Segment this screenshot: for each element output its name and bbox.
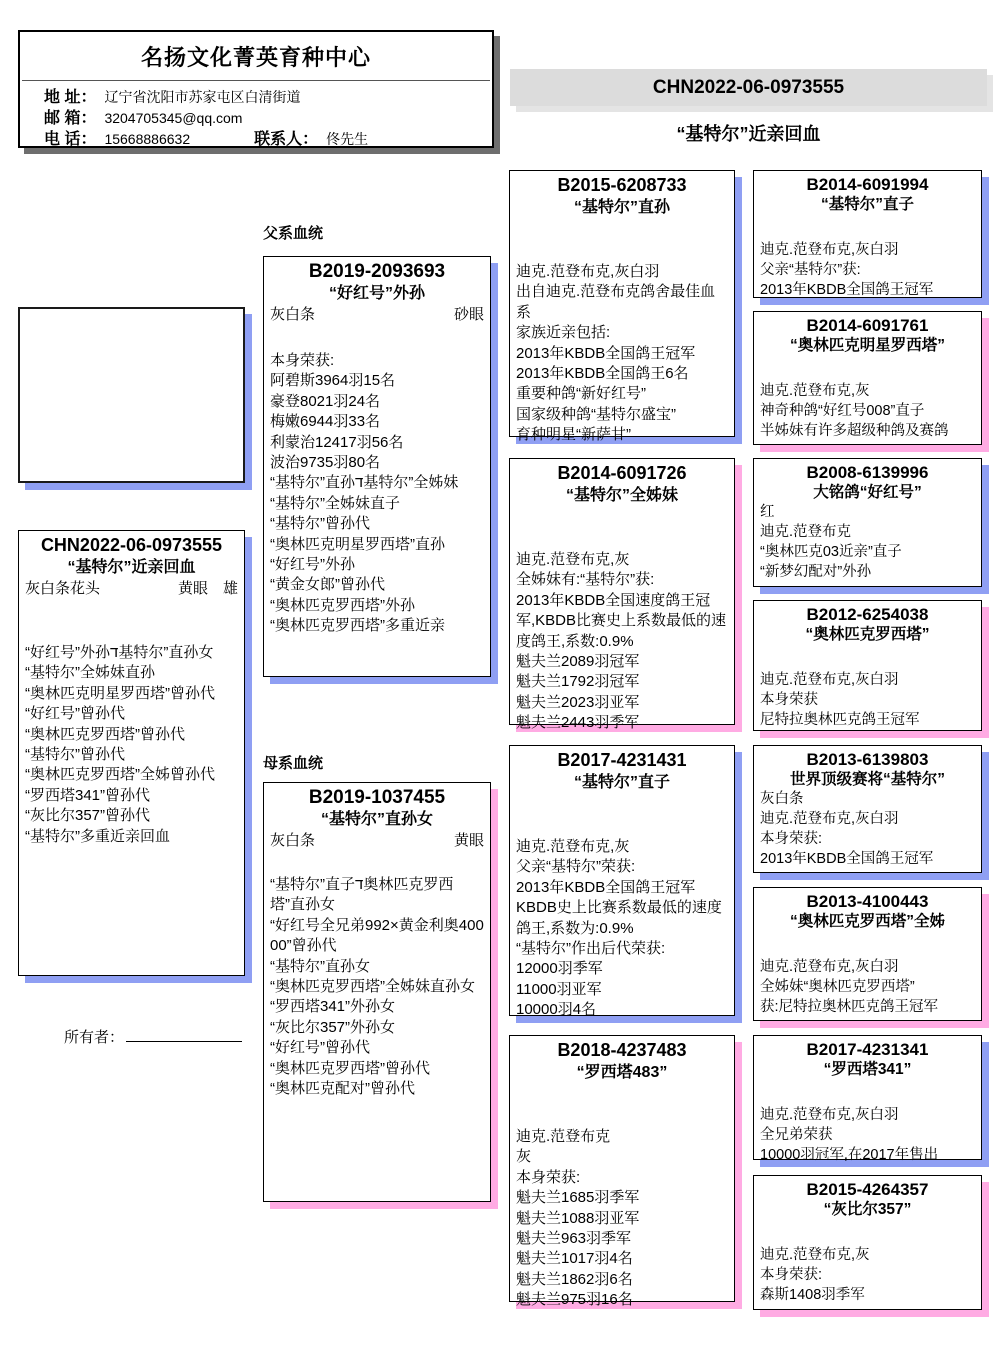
ring-number-bar: CHN2022-06-0973555 xyxy=(510,69,987,106)
great-grandparent-box-7 xyxy=(753,1035,982,1163)
pedigree-line: 魁夫兰963羽季军 xyxy=(516,1230,632,1248)
pedigree-line: “罗西塔341”外孙女 xyxy=(270,998,396,1016)
spacer xyxy=(516,506,728,550)
pedigree-line: “基特尔”直孙女 xyxy=(270,957,370,975)
pedigree-line: 迪克.范登布克,灰 xyxy=(516,838,630,855)
subject-traits-row xyxy=(25,578,238,599)
pedigree-line: 本身荣获: xyxy=(760,831,823,847)
pedigree-lines xyxy=(760,502,975,582)
pedigree-line: “基特尔”直孙ד基特尔”全姊妹 xyxy=(270,474,459,492)
paternal-grandmother-box xyxy=(509,458,735,732)
pedigree-line: 本身荣获: xyxy=(516,1168,581,1186)
pedigree-lines xyxy=(516,837,728,1021)
pedigree-lines xyxy=(760,957,975,1017)
pedigree-line: 尼特拉奥林匹克鸽王冠军 xyxy=(760,712,920,728)
ring-number: B2014-6091726 xyxy=(557,463,687,483)
paternal-line-label: 父系血统 xyxy=(263,225,324,242)
ring-number: B2018-4237483 xyxy=(557,1040,687,1060)
pedigree-line: 2013年KBDB全国鸽王冠军 xyxy=(516,344,696,362)
pedigree-line: 迪克.范登布克 xyxy=(760,524,852,540)
pedigree-line: 10000羽冠军,在2017年售出 xyxy=(760,1147,939,1163)
pedigree-main-title: “基特尔”近亲回血 xyxy=(676,124,821,144)
pedigree-lines xyxy=(760,381,975,441)
pedigree-line: 父亲“基特尔”获: xyxy=(760,262,861,278)
pedigree-line: 全姊妹“奥林匹克罗西塔” xyxy=(760,979,915,995)
pedigree-line: 魁夫兰1792羽冠军 xyxy=(516,673,640,691)
pedigree-line: “基特尔”全姊妹直孙 xyxy=(25,664,155,682)
pedigree-line: “奥林匹克罗西塔”外孙 xyxy=(270,596,415,614)
pedigree-line: 灰 xyxy=(516,1148,532,1166)
paternal-grandfather-box xyxy=(509,170,735,444)
pedigree-line: 魁夫兰1088羽亚军 xyxy=(516,1209,640,1227)
great-grandparent-box-3 xyxy=(753,458,982,587)
pedigree-line: 灰白条 xyxy=(760,791,804,807)
pedigree-line: 2013年KBDB全国鸽王冠军 xyxy=(516,878,696,896)
pedigree-line: 迪克.范登布克,灰白羽 xyxy=(760,1107,899,1123)
pedigree-line: 森斯1408羽季军 xyxy=(760,1287,865,1303)
pedigree-line: 神奇种鸽“好红号008”直子 xyxy=(760,403,925,419)
subject-eye-sex: 黄眼 雄 xyxy=(177,580,238,597)
mother-pedigree-lines xyxy=(270,875,484,1099)
pedigree-line: 2013年KBDB全国速度鸽王冠军,KBDB比赛史上系数最低的速度鸽王,系数:0.9% xyxy=(516,591,727,650)
pedigree-line: 2013年KBDB全国鸽王冠军 xyxy=(760,282,934,298)
pedigree-line: “奥林匹克罗西塔”曾孙代 xyxy=(270,1059,430,1077)
owner-signature-line xyxy=(126,1027,242,1042)
header-divider xyxy=(22,80,490,81)
pedigree-line: 魁夫兰1862羽6名 xyxy=(516,1270,633,1288)
pedigree-line: “奥林匹克罗西塔”全姊曾孙代 xyxy=(25,766,215,784)
pigeon-name: 大铭鸽“好红号” xyxy=(813,484,922,501)
spacer xyxy=(760,931,975,957)
pedigree-line: 10000羽4名 xyxy=(516,1001,597,1019)
pedigree-lines xyxy=(760,670,975,730)
phone-label: 电 话： xyxy=(44,131,97,148)
pedigree-line: 家族近亲包括: xyxy=(516,324,611,342)
spacer xyxy=(516,793,728,837)
pigeon-name: “基特尔”全姊妹 xyxy=(565,487,678,504)
email-row xyxy=(44,108,492,129)
pedigree-line: 魁夫兰2023羽亚军 xyxy=(516,693,640,711)
mother-name: “基特尔”直孙女 xyxy=(320,811,433,828)
spacer xyxy=(760,1219,975,1245)
subject-name: “基特尔”近亲回血 xyxy=(67,559,196,576)
pedigree-line: 11000羽亚军 xyxy=(516,980,602,998)
father-ring-number: B2019-2093693 xyxy=(308,261,446,282)
pedigree-line: “奥林匹克罗西塔”多重近亲 xyxy=(270,617,445,635)
pedigree-line: 出自迪克.范登布克鸽舍最佳血系 xyxy=(516,283,716,321)
spacer xyxy=(760,1079,975,1105)
pigeon-name: “罗西塔341” xyxy=(823,1061,912,1078)
contact-label: 联系人： xyxy=(254,131,319,148)
mother-color: 灰白条 xyxy=(270,832,316,849)
ring-number: B2017-4231431 xyxy=(557,750,687,770)
address-row xyxy=(44,87,492,108)
phone-row xyxy=(44,129,492,150)
spacer xyxy=(760,355,975,381)
pedigree-line: 迪克.范登布克,灰白羽 xyxy=(760,811,899,827)
pedigree-line: 育种明星“新萨甘” xyxy=(516,426,631,444)
father-pedigree-lines xyxy=(270,351,484,637)
pedigree-line: 魁夫兰2089羽冠军 xyxy=(516,653,640,671)
pedigree-line: 2013年KBDB全国鸽王6名 xyxy=(516,365,689,383)
great-grandparent-box-6 xyxy=(753,887,982,1021)
mother-ring-number: B2019-1037455 xyxy=(308,787,446,808)
ring-number: B2017-4231341 xyxy=(806,1040,929,1059)
pigeon-name: “奥林匹克罗西塔”全姊 xyxy=(789,913,945,930)
email-value: 3204705345@qq.com xyxy=(104,110,243,126)
pedigree-line: 本身荣获: xyxy=(270,352,335,369)
great-grandparent-box-8 xyxy=(753,1175,982,1310)
pedigree-line: “好红号全兄弟992×黄金利奥40000”曾孙代 xyxy=(270,916,484,955)
pedigree-line: “奥林匹克罗西塔”全姊妹直孙女 xyxy=(270,978,475,996)
pedigree-line: 迪克.范登布克,灰白羽 xyxy=(760,672,899,688)
maternal-grandmother-box xyxy=(509,1035,735,1309)
maternal-line-label: 母系血统 xyxy=(263,755,324,772)
email-label: 邮 箱： xyxy=(44,110,97,127)
pedigree-lines xyxy=(760,789,975,869)
pedigree-line: KBDB史上比赛系数最低的速度鸽王,系数为:0.9% xyxy=(516,899,722,937)
spacer xyxy=(270,851,484,875)
pedigree-line: “奥林匹克明星罗西塔”曾孙代 xyxy=(25,684,215,702)
pedigree-line: 波治9735羽80名 xyxy=(270,454,381,472)
pedigree-line: 国家级种鸽“基特尔盛宝” xyxy=(516,405,676,423)
pedigree-line: 迪克.范登布克 xyxy=(516,1128,611,1145)
phone-value: 15668886632 xyxy=(104,131,191,147)
owner-label: 所有者： xyxy=(64,1029,125,1046)
pedigree-line: 迪克.范登布克,灰白羽 xyxy=(760,959,899,975)
pedigree-line: “基特尔”全姊妹直子 xyxy=(270,494,400,512)
pedigree-line: 利蒙治12417羽56名 xyxy=(270,433,404,451)
ring-number: B2014-6091994 xyxy=(806,175,929,194)
pedigree-line: 12000羽季军 xyxy=(516,960,603,978)
pigeon-name: “基特尔”直子 xyxy=(820,196,914,213)
loft-header-box xyxy=(18,30,494,148)
maternal-grandfather-box xyxy=(509,745,735,1019)
pedigree-line: “黄金女郎”曾孙代 xyxy=(270,576,385,594)
ring-number: B2014-6091761 xyxy=(806,316,929,335)
contact-value: 佟先生 xyxy=(326,131,369,147)
father-eye: 砂眼 xyxy=(453,306,484,323)
spacer xyxy=(516,1083,728,1127)
great-grandparent-box-1 xyxy=(753,170,982,298)
pigeon-name: “罗西塔483” xyxy=(576,1064,668,1081)
pedigree-line: 迪克.范登布克,灰白羽 xyxy=(760,242,899,258)
pedigree-line: “好红号”外孙ד基特尔”直孙女 xyxy=(25,644,214,661)
pedigree-line: 迪克.范登布克,灰 xyxy=(760,1247,870,1263)
pedigree-line: 全兄弟荣获 xyxy=(760,1127,833,1143)
pedigree-line: “奥林匹克03近亲”直子 xyxy=(760,544,902,560)
spacer xyxy=(760,214,975,240)
pedigree-line: “灰比尔357”曾孙代 xyxy=(25,807,151,825)
pigeon-name: “基特尔”直子 xyxy=(573,774,670,791)
great-grandparent-box-2 xyxy=(753,311,982,445)
pedigree-line: 获:尼特拉奥林匹克鸽王冠军 xyxy=(760,999,939,1015)
address-label: 地 址： xyxy=(44,89,97,106)
ring-number: B2013-6139803 xyxy=(806,750,929,769)
mother-box xyxy=(263,782,491,1202)
pedigree-line: “新梦幻配对”外孙 xyxy=(760,564,872,580)
pedigree-line: “基特尔”直子ד奥林匹克罗西塔”直孙女 xyxy=(270,876,454,914)
pigeon-name: 世界顶级赛将“基特尔” xyxy=(789,771,945,788)
photo-placeholder-box xyxy=(18,307,245,483)
pedigree-line: 梅嫩6944羽33名 xyxy=(270,413,381,431)
pedigree-line: “奥林匹克明星罗西塔”直孙 xyxy=(270,535,445,553)
pedigree-line: 本身荣获 xyxy=(760,692,818,708)
pedigree-line: 半姊妹有许多超级种鸽及赛鸽 xyxy=(760,423,949,439)
mother-eye: 黄眼 xyxy=(453,832,484,849)
father-traits-row xyxy=(270,304,484,325)
pedigree-line: “好红号”曾孙代 xyxy=(270,1039,370,1057)
pedigree-lines xyxy=(760,1245,975,1305)
pedigree-line: 魁夫兰2443羽季军 xyxy=(516,714,640,732)
spacer xyxy=(516,218,728,262)
pedigree-lines xyxy=(516,1127,728,1311)
pedigree-line: 豪登8021羽24名 xyxy=(270,392,381,410)
loft-name: 名扬文化菁英育种中心 xyxy=(140,45,371,70)
pedigree-line: 本身荣获: xyxy=(760,1267,823,1283)
pedigree-line: 迪克.范登布克,灰 xyxy=(516,551,630,568)
spacer xyxy=(760,644,975,670)
great-grandparent-box-5 xyxy=(753,745,982,873)
pedigree-line: 阿碧斯3964羽15名 xyxy=(270,372,396,390)
ring-number: B2013-4100443 xyxy=(806,892,929,911)
pedigree-line: “灰比尔357”外孙女 xyxy=(270,1018,396,1036)
pedigree-line: “基特尔”作出后代荣获: xyxy=(516,940,666,958)
pedigree-line: “基特尔”多重近亲回血 xyxy=(25,827,170,845)
ring-number: B2008-6139996 xyxy=(806,463,929,482)
great-grandparent-box-4 xyxy=(753,600,982,731)
pedigree-lines xyxy=(760,240,975,300)
father-color: 灰白条 xyxy=(270,306,316,323)
pedigree-line: “奥林匹克罗西塔”曾孙代 xyxy=(25,725,185,743)
pigeon-name: “灰比尔357” xyxy=(823,1201,912,1218)
pedigree-line: “罗西塔341”曾孙代 xyxy=(25,786,151,804)
pigeon-name: “奥林匹克罗西塔” xyxy=(805,626,930,643)
subject-ring-number: CHN2022-06-0973555 xyxy=(40,535,223,555)
pedigree-line: 全姊妹有:“基特尔”获: xyxy=(516,571,655,589)
pedigree-line: 2013年KBDB全国鸽王冠军 xyxy=(760,851,934,867)
spacer xyxy=(25,599,238,643)
pigeon-name: “基特尔”直孙 xyxy=(573,199,670,216)
pigeon-name: “奥林匹克明星罗西塔” xyxy=(789,337,945,354)
address-value: 辽宁省沈阳市苏家屯区白清街道 xyxy=(104,89,301,105)
subject-pigeon-box xyxy=(18,530,245,976)
pedigree-line: 迪克.范登布克,灰白羽 xyxy=(516,263,660,280)
ring-number: B2012-6254038 xyxy=(806,605,929,624)
pedigree-line: “好红号”外孙 xyxy=(270,556,355,574)
pedigree-line: 重要种鸽“新好红号” xyxy=(516,385,646,403)
pedigree-lines xyxy=(760,1105,975,1165)
subject-pedigree-lines xyxy=(25,643,238,847)
pedigree-lines xyxy=(516,262,728,446)
pedigree-line: 迪克.范登布克,灰 xyxy=(760,383,870,399)
owner-row xyxy=(64,1026,242,1047)
subject-color: 灰白条花头 xyxy=(25,580,101,597)
father-box xyxy=(263,256,491,677)
ring-number: B2015-4264357 xyxy=(806,1180,929,1199)
pedigree-line: 魁夫兰975羽16名 xyxy=(516,1291,633,1309)
loft-contact-info xyxy=(20,87,492,150)
pedigree-line: 魁夫兰1685羽季军 xyxy=(516,1189,640,1207)
pedigree-line: 魁夫兰1017羽4名 xyxy=(516,1250,633,1268)
pedigree-line: “好红号”曾孙代 xyxy=(25,705,125,723)
pedigree-line: 红 xyxy=(760,504,775,520)
pedigree-line: 父亲“基特尔”荣获: xyxy=(516,858,636,876)
pedigree-line: “奥林匹克配对”曾孙代 xyxy=(270,1080,415,1098)
pedigree-line: “基特尔”曾孙代 xyxy=(25,746,125,764)
mother-traits-row xyxy=(270,830,484,851)
pedigree-line: “基特尔”曾孙代 xyxy=(270,515,370,533)
ring-number: B2015-6208733 xyxy=(557,175,687,195)
pedigree-lines xyxy=(516,550,728,734)
spacer xyxy=(270,325,484,351)
father-name: “好红号”外孙 xyxy=(328,285,425,302)
